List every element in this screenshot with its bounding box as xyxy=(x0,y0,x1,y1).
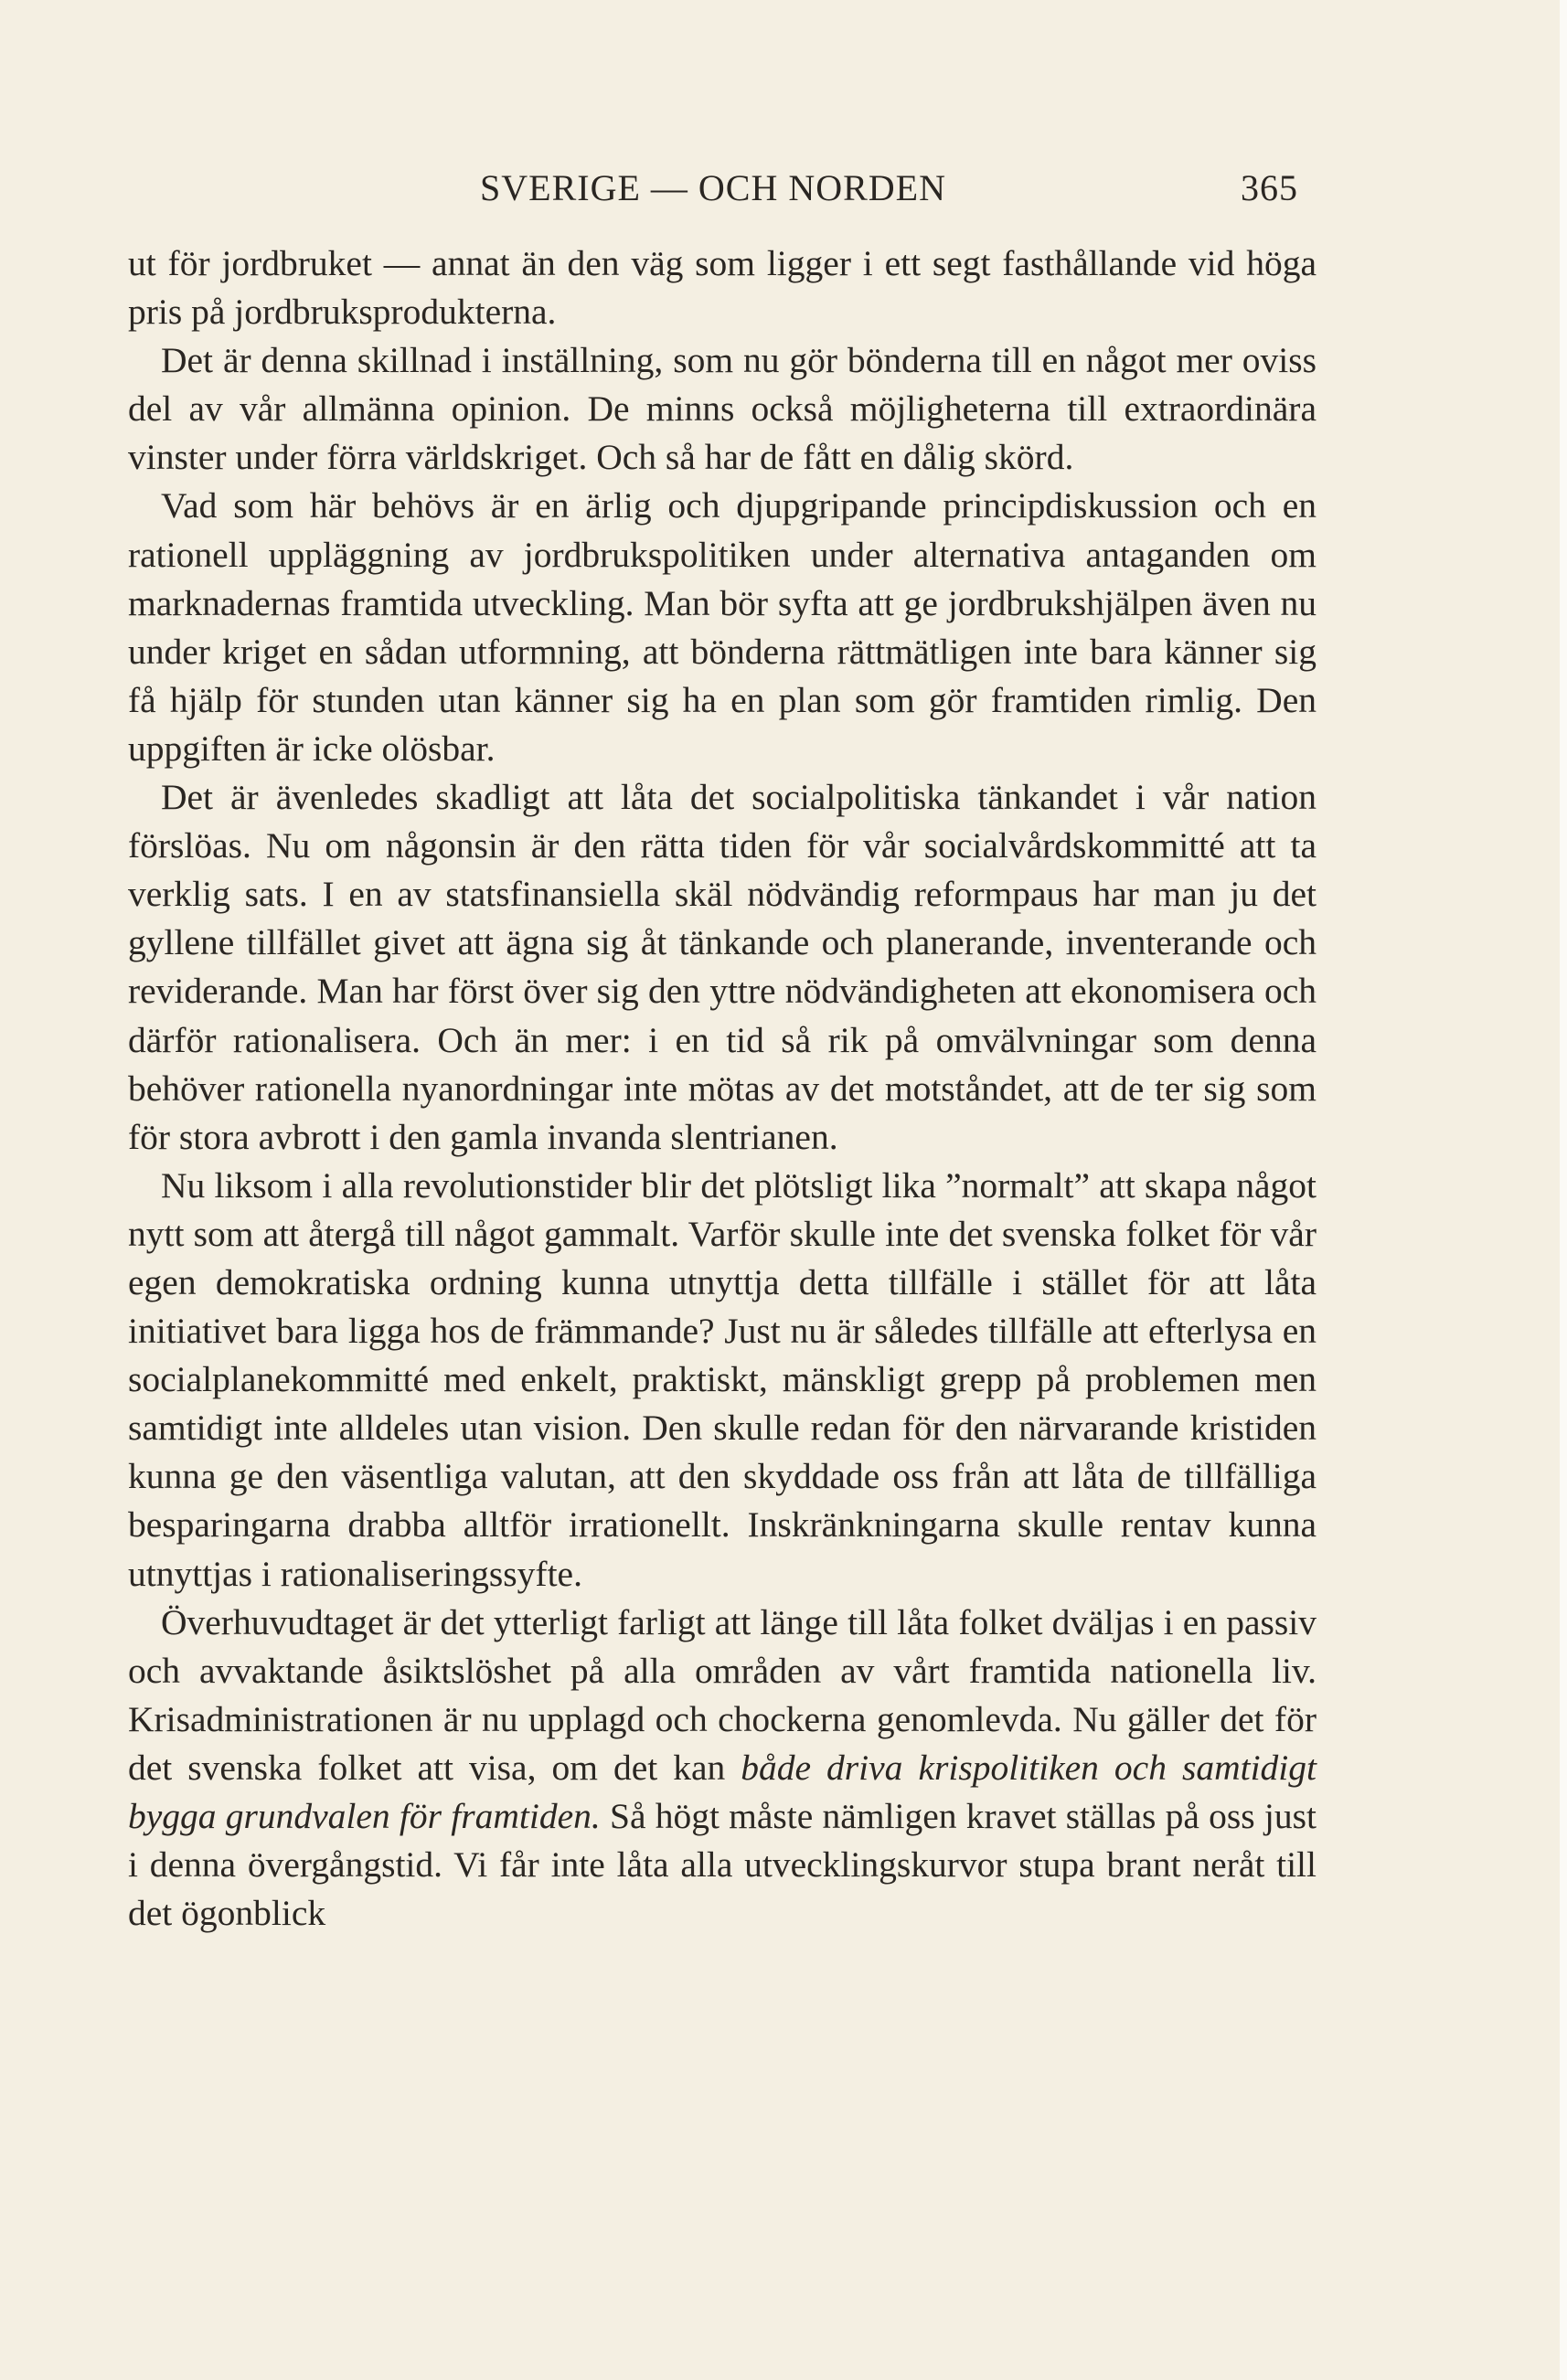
paragraph: Nu liksom i alla revolutionstider blir det plötsligt lika ”normalt” att skapa något nytt som att återgå till något gammalt. Varför skulle inte det svenska folket för vår egen demokratiska ordning kunna utnyttja detta tillfälle i stället för att låta initiativet bara ligga hos de främmande? Just nu är således tillfälle att efterlysa en socialplanekommitté med enkelt, praktiskt, mänskligt grepp på problemen men samtidigt inte alldeles utan vision. Den skulle redan för den närvarande kristiden kunna ge den väsentliga valutan, att den skyddade oss från att låta de tillfälliga besparingarna drabba alltför irrationellt. Inskränkningarna skulle rentav kunna utnyttjas i rationaliseringssyfte. xyxy=(128,1164,1316,1594)
paragraph: Vad som här behövs är en ärlig och djupgripande principdiskussion och en rationell uppläggning av jordbrukspolitiken under alternativa antaganden om marknadernas framtida utveckling. Man bör syfta att ge jordbrukshjälpen även nu under kriget en sådan utformning, att bönderna rättmätligen inte bara känner sig få hjälp för stunden utan känner sig ha en plan som gör framtiden rimlig. Den uppgiften är icke olösbar. xyxy=(128,485,1316,769)
paragraph: ut för jordbruket — annat än den väg som ligger i ett segt fasthållande vid höga pris på jordbruksprodukterna. xyxy=(128,243,1316,333)
page-number: 365 xyxy=(1241,167,1298,208)
running-title: SVERIGE — OCH NORDEN xyxy=(480,167,946,208)
paragraph: Det är denna skillnad i inställning, som nu gör bönderna till en något mer oviss del av vår allmänna opinion. De minns också möjligheterna till extraordinära vinster under förra världskriget. Och så har de fått en dålig skörd. xyxy=(128,340,1316,478)
body-text xyxy=(128,239,1316,1938)
paragraph xyxy=(128,1599,1316,1939)
page-header xyxy=(128,166,1298,218)
paragraph-text: Överhuvudtaget är det ytterligt farligt att länge till låta folket dväljas i en passiv och avvaktande åsiktslöshet på alla områden av vårt framtida nationella liv. Krisadministrationen är nu upplagd och chockerna genomlevda. Nu gäller det för det svenska folket att visa, om det kan xyxy=(128,1601,1316,1788)
paragraph-text: Så högt måste nämligen kravet ställas på oss just i denna övergångstid. Vi får inte låta alla utvecklingskurvor stupa brant neråt till det ögonblick xyxy=(128,1796,1316,1934)
italic-emphasis: både driva krispolitiken och samtidigt bygga grundvalen för framtiden. xyxy=(128,1747,1316,1836)
paragraph: Det är ävenledes skadligt att låta det socialpolitiska tänkandet i vår nation förslöas. Nu om någonsin är den rätta tiden för vår socialvårdskommitté att ta verklig sats. I en av statsfinansiella skäl nödvändig reformpaus har man ju det gyllene tillfället givet att ägna sig åt tänkande och planerande, inventerande och reviderande. Man har först över sig den yttre nödvändigheten att ekonomisera och därför rationalisera. Och än mer: i en tid så rik på omvälvningar som denna behöver rationella nyanordningar inte mötas av det motståndet, att de ter sig som för stora avbrott i den gamla invanda slentrianen. xyxy=(128,777,1316,1157)
page-edge xyxy=(1560,0,1567,2380)
